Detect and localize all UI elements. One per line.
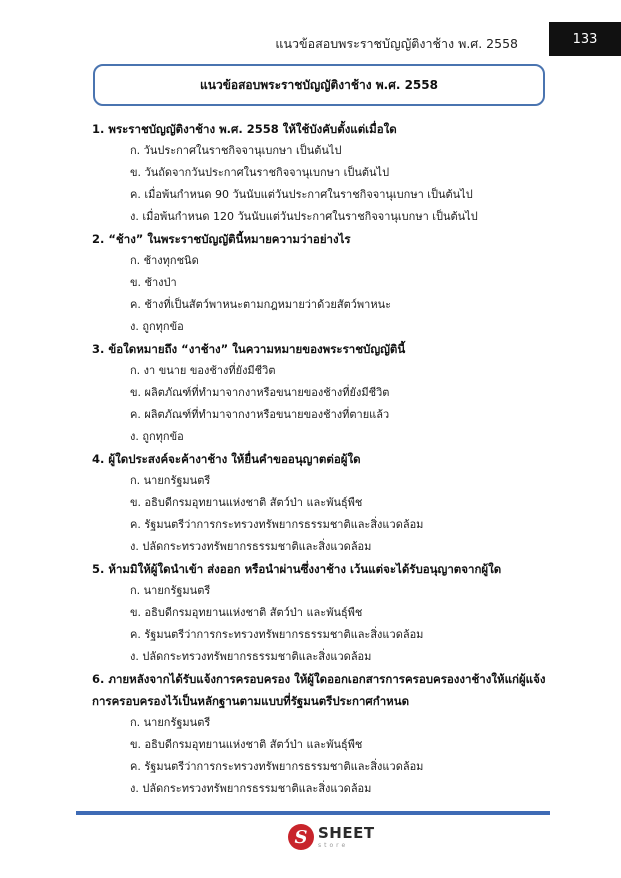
choice-d: ง. ถูกทุกข้อ <box>130 430 184 443</box>
choice-c: ค. ช้างที่เป็นสัตว์พาหนะตามกฎหมายว่าด้วยสัตว์พาหนะ <box>130 298 392 311</box>
question-text: 2. “ช้าง” ในพระราชบัญญัตินี้หมายความว่าอย่างไร <box>92 232 351 246</box>
question-1 <box>92 118 562 228</box>
choice-b: ข. ผลิตภัณฑ์ที่ทำมาจากงาหรือขนายของช้างที่ยังมีชีวิต <box>130 386 390 399</box>
question-3 <box>92 338 562 448</box>
question-text: 6. ภายหลังจากได้รับแจ้งการครอบครอง ให้ผู้ใดออกเอกสารการครอบครองงาช้างให้แก่ผู้แจ้งการครอบครองไว้เป็นหลักฐานตามแบบที่รัฐมนตรีประกาศกำหนด <box>92 672 546 708</box>
question-text: 4. ผู้ใดประสงค์จะค้างาช้าง ให้ยื่นคำขออนุญาตต่อผู้ใด <box>92 452 361 466</box>
choice-b: ข. อธิบดีกรมอุทยานแห่งชาติ สัตว์ป่า และพันธุ์พืช <box>130 606 363 619</box>
logo-subtext: store <box>318 841 349 849</box>
question-4 <box>92 448 562 558</box>
sheet-store-logo <box>288 824 375 850</box>
question-text: 3. ข้อใดหมายถึง “งาช้าง” ในความหมายของพระราชบัญญัตินี้ <box>92 342 406 356</box>
choice-b: ข. ช้างป่า <box>130 276 177 289</box>
running-header-title: แนวข้อสอบพระราชบัญญัติงาช้าง พ.ศ. 2558 <box>275 36 518 51</box>
choice-a: ก. นายกรัฐมนตรี <box>130 584 211 597</box>
page-number: 133 <box>549 22 621 56</box>
question-list <box>92 118 562 800</box>
footer-divider <box>76 811 550 815</box>
choice-d: ง. ถูกทุกข้อ <box>130 320 184 333</box>
choice-d: ง. ปลัดกระทรวงทรัพยากรธรรมชาติและสิ่งแวดล้อม <box>130 540 372 553</box>
choice-a: ก. นายกรัฐมนตรี <box>130 474 211 487</box>
question-2 <box>92 228 562 338</box>
choice-a: ก. งา ขนาย ของช้างที่ยังมีชีวิต <box>130 364 276 377</box>
choice-c: ค. รัฐมนตรีว่าการกระทรวงทรัพยากรธรรมชาติและสิ่งแวดล้อม <box>130 628 424 641</box>
choice-a: ก. นายกรัฐมนตรี <box>130 716 211 729</box>
choice-c: ค. เมื่อพ้นกำหนด 90 วันนับแต่วันประกาศในราชกิจจานุเบกษา เป็นต้นไป <box>130 188 473 201</box>
choice-a: ก. ช้างทุกชนิด <box>130 254 199 267</box>
title-box: แนวข้อสอบพระราชบัญญัติงาช้าง พ.ศ. 2558 <box>93 64 545 106</box>
question-5 <box>92 558 562 668</box>
choice-c: ค. ผลิตภัณฑ์ที่ทำมาจากงาหรือขนายของช้างที่ตายแล้ว <box>130 408 390 421</box>
question-text: 5. ห้ามมิให้ผู้ใดนำเข้า ส่งออก หรือนำผ่านซึ่งงาช้าง เว้นแต่จะได้รับอนุญาตจากผู้ใด <box>92 562 502 576</box>
sheet-store-logo-icon: S <box>288 824 314 850</box>
choice-c: ค. รัฐมนตรีว่าการกระทรวงทรัพยากรธรรมชาติและสิ่งแวดล้อม <box>130 518 424 531</box>
logo-wordmark: SHEET <box>318 823 375 842</box>
choice-d: ง. ปลัดกระทรวงทรัพยากรธรรมชาติและสิ่งแวดล้อม <box>130 782 372 795</box>
choice-d: ง. เมื่อพ้นกำหนด 120 วันนับแต่วันประกาศในราชกิจจานุเบกษา เป็นต้นไป <box>130 210 478 223</box>
choice-a: ก. วันประกาศในราชกิจจานุเบกษา เป็นต้นไป <box>130 144 342 157</box>
question-text: 1. พระราชบัญญัติงาช้าง พ.ศ. 2558 ให้ใช้บังคับตั้งแต่เมื่อใด <box>92 122 397 136</box>
question-6 <box>92 668 562 800</box>
choice-d: ง. ปลัดกระทรวงทรัพยากรธรรมชาติและสิ่งแวดล้อม <box>130 650 372 663</box>
choice-b: ข. อธิบดีกรมอุทยานแห่งชาติ สัตว์ป่า และพันธุ์พืช <box>130 496 363 509</box>
choice-b: ข. วันถัดจากวันประกาศในราชกิจจานุเบกษา เป็นต้นไป <box>130 166 390 179</box>
choice-c: ค. รัฐมนตรีว่าการกระทรวงทรัพยากรธรรมชาติและสิ่งแวดล้อม <box>130 760 424 773</box>
choice-b: ข. อธิบดีกรมอุทยานแห่งชาติ สัตว์ป่า และพันธุ์พืช <box>130 738 363 751</box>
